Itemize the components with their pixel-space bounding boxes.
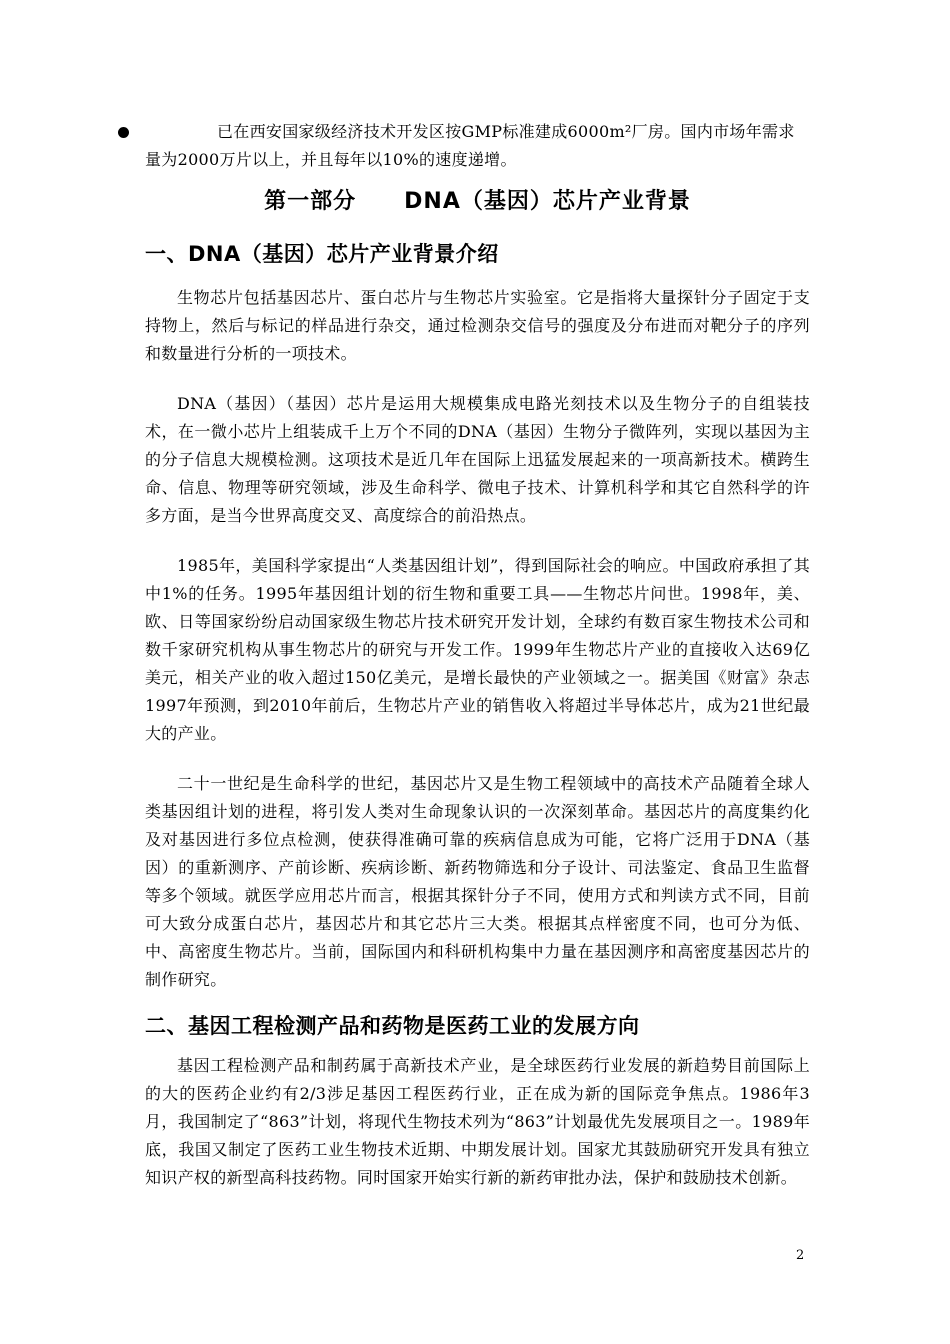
part-title-number: 第一部分: [264, 189, 357, 214]
paragraph: 1985年，美国科学家提出“人类基因组计划”，得到国际社会的响应。中国政府承担了其中1%的任务。1995年基因组计划的衍生物和重要工具——生物芯片问世。1998年，美、欧、日等国家纷纷启动国家级生物芯片技术研究开发计划，全球约有数百家生物技术公司和数千家研究机构从事生物芯片的研究与开发工作。1999年生物芯片产业的直接收入达69亿美元，相关产业的收入超过150亿美元，是增长最快的产业领域之一。据美国《财富》杂志1997年预测，到2010年前后，生物芯片产业的销售收入将超过半导体芯片，成为21世纪最大的产业。: [145, 556, 810, 743]
section-heading-2: 二、基因工程检测产品和药物是医药工业的发展方向: [145, 1014, 640, 1038]
bullet-item: [145, 118, 810, 174]
page-content: [145, 118, 810, 1192]
paragraph: 生物芯片包括基因芯片、蛋白芯片与生物芯片实验室。它是指将大量探针分子固定于支持物上，然后与标记的样品进行杂交，通过检测杂交信号的强度及分布进而对靶分子的序列和数量进行分析的一项技术。: [145, 288, 810, 363]
page-number: 2: [796, 1248, 805, 1263]
paragraph: DNA（基因）（基因）芯片是运用大规模集成电路光刻技术以及生物分子的自组装技术，在一微小芯片上组装成千上万个不同的DNA（基因）生物分子微阵列，实现以基因为主的分子信息大规模检测。这项技术是近几年在国际上迅猛发展起来的一项高新技术。横跨生命、信息、物理等研究领域，涉及生命科学、微电子技术、计算机科学和其它自然科学的许多方面，是当今世界高度交叉、高度综合的前沿热点。: [145, 394, 810, 525]
part-title-text: DNA（基因）芯片产业背景: [404, 189, 691, 214]
paragraph: 二十一世纪是生命科学的世纪，基因芯片又是生物工程领域中的高技术产品随着全球人类基因组计划的进程，将引发人类对生命现象认识的一次深刻革命。基因芯片的高度集约化及对基因进行多位点检测，使获得准确可靠的疾病信息成为可能，它将广泛用于DNA（基因）的重新测序、产前诊断、疾病诊断、新药物筛选和分子设计、司法鉴定、食品卫生监督等多个领域。就医学应用芯片而言，根据其探针分子不同，使用方式和判读方式不同，目前可大致分成蛋白芯片，基因芯片和其它芯片三大类。根据其点样密度不同，也可分为低、中、高密度生物芯片。当前，国际国内和科研机构集中力量在基因测序和高密度基因芯片的制作研究。: [145, 774, 810, 989]
bullet-text: 已在西安国家级经济技术开发区按GMP标准建成6000m²厂房。国内市场年需求量为2000万片以上，并且每年以10%的速度递增。: [145, 122, 795, 169]
bullet-dot-icon: [118, 127, 129, 138]
part-title: [145, 186, 810, 218]
section-heading-1: 一、DNA（基因）芯片产业背景介绍: [145, 242, 499, 266]
paragraph: 基因工程检测产品和制药属于高新技术产业，是全球医药行业发展的新趋势目前国际上的大的医药企业约有2/3涉足基因工程医药行业，正在成为新的国际竞争焦点。1986年3月，我国制定了“863”计划，将现代生物技术列为“863”计划最优先发展项目之一。1989年底，我国又制定了医药工业生物技术近期、中期发展计划。国家尤其鼓励研究开发具有独立知识产权的新型高科技药物。同时国家开始实行新的新药审批办法，保护和鼓励技术创新。: [145, 1056, 810, 1187]
